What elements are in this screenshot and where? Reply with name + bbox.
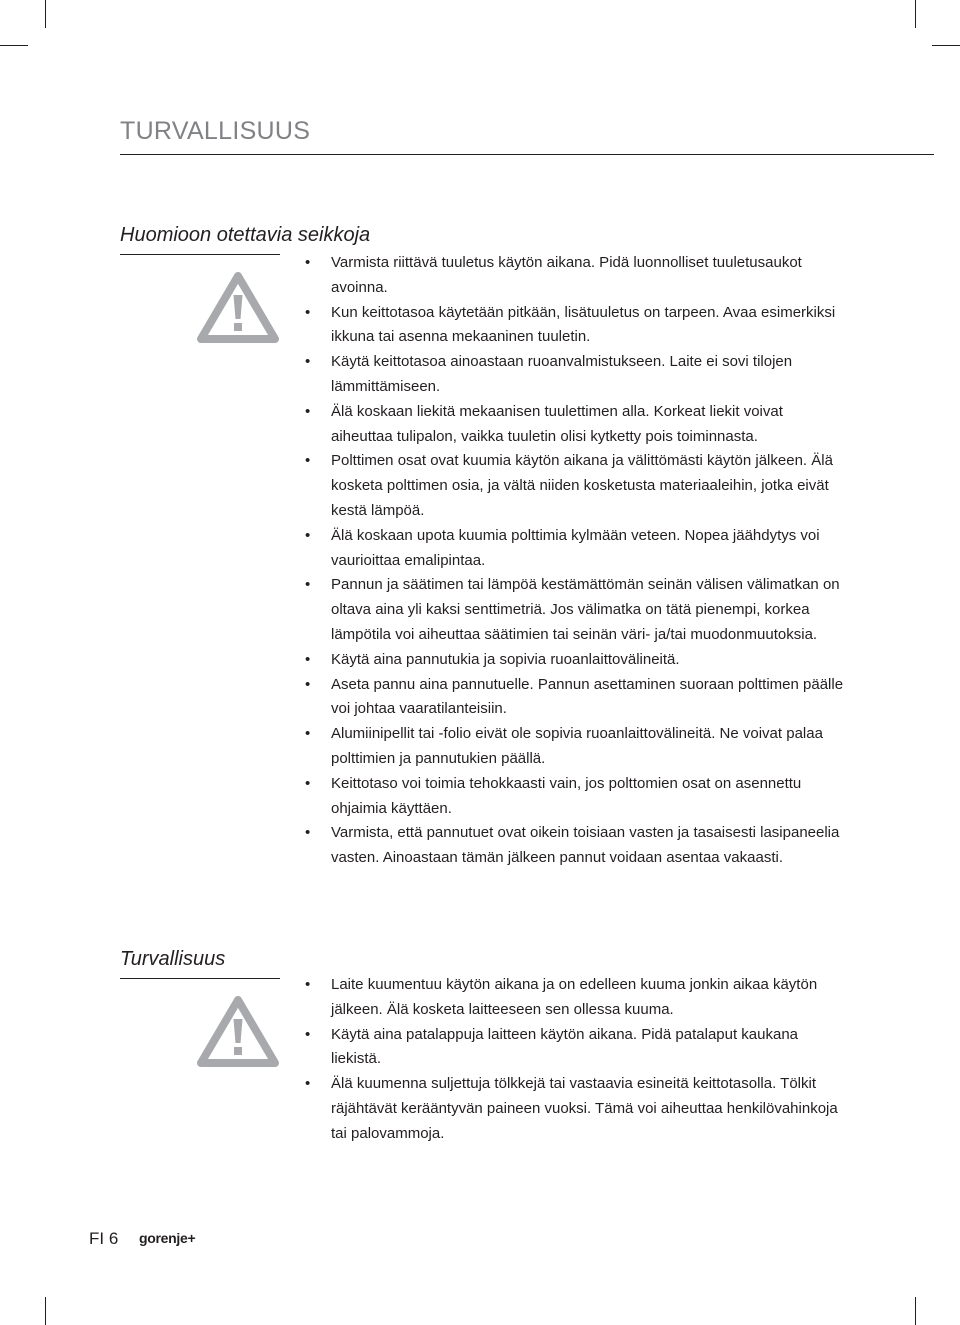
bullet-icon: • bbox=[305, 303, 311, 321]
section-divider bbox=[120, 978, 280, 979]
bullet-icon: • bbox=[305, 526, 311, 544]
warning-triangle-icon bbox=[196, 994, 280, 1068]
list-item-text: Älä koskaan liekitä mekaanisen tuulettimen alla. Korkeat liekit voivat aiheuttaa tulipalon, vaikka tuuletin olisi kytketty pois toiminnasta. bbox=[331, 402, 783, 445]
section-heading: Huomioon otettavia seikkoja bbox=[120, 224, 371, 246]
list-item bbox=[303, 772, 848, 822]
section-divider bbox=[120, 254, 280, 255]
warning-triangle-icon bbox=[196, 270, 280, 344]
safety-notes-list bbox=[303, 251, 848, 871]
list-item bbox=[303, 400, 848, 450]
crop-mark bbox=[915, 0, 916, 28]
list-item-text: Pannun ja säätimen tai lämpöä kestämättömän seinän välisen välimatkan on oltava aina yli kaksi senttimetriä. Jos välimatka on tätä pienempi, korkea lämpötila voi aiheuttaa säätimien tai seinän väri- ja/tai muodonmuutoksia. bbox=[331, 576, 840, 643]
list-item-text: Varmista riittävä tuuletus käytön aikana. Pidä luonnolliset tuuletusaukot avoinna. bbox=[331, 254, 802, 296]
list-item-text: Keittotaso voi toimia tehokkaasti vain, jos polttomien osat on asennettu ohjaimia käyttäen. bbox=[331, 774, 802, 817]
list-item bbox=[303, 821, 848, 871]
crop-mark bbox=[45, 0, 46, 28]
bullet-icon: • bbox=[305, 576, 311, 594]
list-item bbox=[303, 524, 848, 574]
list-item-text: Varmista, että pannutuet ovat oikein toisiaan vasten ja tasaisesti lasipaneelia vasten. Ainoastaan tämän jälkeen pannut voidaan asentaa vakaasti. bbox=[331, 824, 840, 867]
bullet-icon: • bbox=[305, 650, 311, 668]
list-item-text: Aseta pannu aina pannutuelle. Pannun asettaminen suoraan polttimen päälle voi johtaa vaaratilanteisiin. bbox=[331, 675, 844, 718]
bullet-icon: • bbox=[305, 1025, 311, 1043]
list-item bbox=[303, 573, 848, 647]
list-item-text: Laite kuumentuu käytön aikana ja on edelleen kuuma jonkin aikaa käytön jälkeen. Älä kosketa laitteeseen sen ollessa kuuma. bbox=[331, 976, 818, 1018]
section-heading: Turvallisuus bbox=[120, 948, 226, 970]
bullet-icon: • bbox=[305, 402, 311, 420]
list-item-text: Käytä keittotasoa ainoastaan ruoanvalmistukseen. Laite ei sovi tilojen lämmittämiseen. bbox=[331, 353, 793, 395]
list-item bbox=[303, 673, 848, 723]
list-item-text: Älä kuumenna suljettuja tölkkejä tai vastaavia esineitä keittotasolla. Tölkit räjähtävät kerääntyvän paineen vuoksi. Tämä voi aiheuttaa henkilövahinkoja tai palovammoja. bbox=[331, 1075, 838, 1142]
title-divider bbox=[120, 154, 934, 155]
list-item-text: Alumiinipellit tai -folio eivät ole sopivia ruoanlaittovälineitä. Ne voivat palaa polttimien ja pannutukien päällä. bbox=[331, 725, 823, 767]
bullet-icon: • bbox=[305, 976, 311, 993]
list-item bbox=[303, 722, 848, 772]
crop-mark bbox=[932, 45, 960, 46]
list-item bbox=[303, 251, 848, 301]
bullet-icon: • bbox=[305, 1075, 311, 1093]
list-item-text: Käytä aina pannutukia ja sopivia ruoanlaittovälineitä. bbox=[331, 650, 680, 668]
list-item-text: Kun keittotasoa käytetään pitkään, lisätuuletus on tarpeen. Avaa esimerkiksi ikkuna tai asenna mekaaninen tuuletin. bbox=[331, 303, 836, 346]
bullet-icon: • bbox=[305, 824, 311, 842]
crop-mark bbox=[915, 1297, 916, 1325]
safety-notes-list bbox=[303, 973, 848, 1147]
bullet-icon: • bbox=[305, 254, 311, 271]
list-item-text: Älä koskaan upota kuumia polttimia kylmään veteen. Nopea jäähdytys voi vaurioittaa emalipintaa. bbox=[331, 526, 820, 569]
crop-mark bbox=[0, 45, 28, 46]
list-item-text: Polttimen osat ovat kuumia käytön aikana ja välittömästi käytön jälkeen. Älä kosketa polttimen osia, ja vältä niiden kosketusta materiaaleihin, jotka eivät kestä lämpöä. bbox=[331, 452, 833, 519]
list-item bbox=[303, 301, 848, 351]
page-number: FI 6 bbox=[89, 1229, 119, 1248]
list-item bbox=[303, 449, 848, 523]
bullet-icon: • bbox=[305, 675, 311, 693]
list-item bbox=[303, 973, 848, 1023]
list-item bbox=[303, 1072, 848, 1146]
list-item bbox=[303, 350, 848, 400]
brand-logo: gorenje+ bbox=[139, 1230, 196, 1246]
list-item bbox=[303, 1023, 848, 1073]
list-item-text: Käytä aina patalappuja laitteen käytön aikana. Pidä patalaput kaukana liekistä. bbox=[331, 1025, 799, 1068]
bullet-icon: • bbox=[305, 725, 311, 743]
bullet-icon: • bbox=[305, 353, 311, 371]
page-title: TURVALLISUUS bbox=[120, 117, 311, 145]
list-item bbox=[303, 648, 848, 673]
bullet-icon: • bbox=[305, 452, 311, 470]
bullet-icon: • bbox=[305, 774, 311, 792]
crop-mark bbox=[45, 1297, 46, 1325]
